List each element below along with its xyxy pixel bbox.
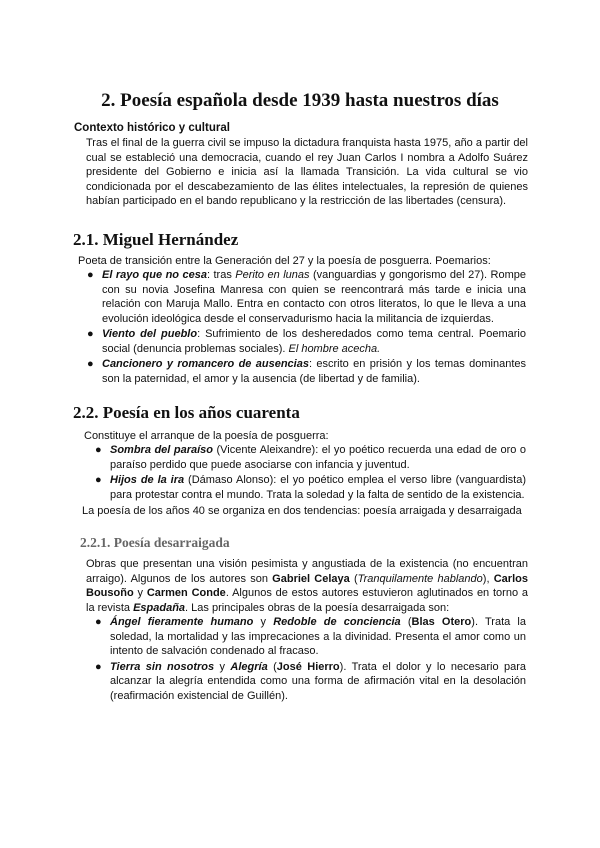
text: ( (400, 616, 412, 628)
text: Obras que presentan una visión pesimista y angustiada de la existencia (no encuentran arraigo). Algunos de los autores son (86, 558, 528, 585)
work-title: Cancionero y romancero de ausencias (102, 358, 309, 370)
work-title: El hombre acecha. (288, 342, 381, 355)
text: y (253, 616, 274, 628)
item-text: : escrito en prisión y los temas dominantes son la paternidad, el amor y la ausencia (de libertad y de familia). (102, 358, 527, 385)
list-item: ● Cancionero y romancero de ausencias: escrito en prisión y los temas dominantes son la paternidad, el amor y la ausencia (de libertad y de familia). (87, 358, 527, 385)
context-paragraph: Tras el final de la guerra civil se impuso la dictadura franquista hasta 1975, año a partir del cual se estableció una democracia, cuando el rey Juan Carlos I nombra a Adolfo Suárez presidente del Gobierno e inicia así la llamada Transición. La vida cultural se vio condicionada por el descabezamiento de las élites intelectuales, la represión de quienes habían participado en el bando republicano y la restricción de las libertades (censura). (86, 137, 528, 207)
work-title: Hijos de la ira (110, 474, 185, 486)
section-2-1-heading: 2.1. Miguel Hernández (73, 230, 239, 249)
list-item: ● El rayo que no cesa: tras Perito en lunas (vanguardias y gongorismo del 27). Rompe con su novia Josefina Manresa con quien se reencontrará más tarde e inicia una relación con Maruja Mallo. Entra en contacto con otros literatos, lo que le lleva a una evolución ideológica desde el conservadurismo hacia la militancia de izquierdas. (87, 269, 526, 325)
section-2-2-heading: 2.2. Poesía en los años cuarenta (73, 403, 300, 422)
section-2-1-list (87, 268, 527, 387)
work-title: Alegría (230, 660, 268, 673)
section-2-1-intro: Poeta de transición entre la Generación del 27 y la poesía de posguerra. Poemarios: (78, 255, 491, 267)
section-2-2-1-paragraph (86, 557, 528, 615)
section-2-2-outro: La poesía de los años 40 se organiza en dos tendencias: poesía arraigada y desarraigada (82, 505, 522, 517)
work-title: Tranquilamente hablando (357, 572, 483, 585)
author-name: Blas Otero (411, 616, 472, 628)
list-item: ● Viento del pueblo: Sufrimiento de los desheredados como tema central. Poemario social (denuncia problemas sociales). El hombre acecha. (87, 328, 526, 355)
page-title: 2. Poesía española desde 1939 hasta nuestros días (101, 90, 499, 111)
text: y (214, 660, 231, 673)
item-text: ). Trata la soledad, la mortalidad y las imprecaciones a la divinidad. Presenta el amor como un intento de salvación condenado al fracaso. (110, 616, 526, 657)
work-title: Redoble de conciencia (273, 616, 401, 628)
text: . Las principales obras de la poesía desarraigada son: (185, 601, 450, 614)
item-text: (Dámaso Alonso): el yo poético emplea el verso libre (vanguardista) para protestar contra el mundo. Trata la soledad y la falta de sentido de la existencia. (110, 474, 526, 501)
section-2-2-list (95, 443, 526, 503)
list-item: ● Sombra del paraíso (Vicente Aleixandre): el yo poético recuerda una edad de oro o paraíso perdido que puede asociarse con infancia y juventud. (95, 444, 526, 471)
item-text: : tras (206, 269, 236, 281)
work-title: Sombra del paraíso (110, 444, 213, 456)
author-name: Carlos Bousoño (86, 572, 528, 599)
section-2-2-1-list (95, 615, 526, 704)
text: ( (349, 572, 358, 585)
work-title: Perito en lunas (235, 269, 310, 281)
list-item: ● Ángel fieramente humano y Redoble de conciencia (Blas Otero). Trata la soledad, la mortalidad y las imprecaciones a la divinidad. Presenta el amor como un intento de salvación condenado al fracaso. (95, 616, 526, 657)
work-title: Tierra sin nosotros (110, 660, 215, 673)
item-text: (vanguardias y gongorismo del 27). Rompe con su novia Josefina Manresa con quien se reencontrará más tarde e inicia una relación con Maruja Mallo. Entra en contacto con otros literatos, lo que le lleva a una evolución ideológica desde el conservadurismo hacia la militancia de izquierdas. (102, 269, 526, 325)
text: ), (482, 572, 494, 585)
item-text: ). Trata el dolor y lo necesario para alcanzar la alegría entendida como una forma de afirmación vital en la desolación (reafirmación existencial de Guillén). (110, 660, 526, 702)
text: y (133, 587, 147, 599)
item-text: (Vicente Aleixandre): el yo poético recuerda una edad de oro o paraíso perdido que puede asociarse con infancia y juventud. (110, 444, 526, 471)
text: . Algunos de estos autores estuvieron aglutinados en torno a la revista (86, 587, 528, 614)
list-item: ● Hijos de la ira (Dámaso Alonso): el yo poético emplea el verso libre (vanguardista) para protestar contra el mundo. Trata la soledad y la falta de sentido de la existencia. (95, 474, 526, 501)
work-title: Viento del pueblo (102, 328, 198, 340)
work-title: El rayo que no cesa (102, 269, 207, 281)
work-title: Ángel fieramente humano (110, 616, 254, 628)
author-name: Gabriel Celaya (272, 572, 350, 585)
magazine-title: Espadaña (133, 601, 186, 614)
item-text: : Sufrimiento de los desheredados como tema central. Poemario social (denuncia problemas sociales). (102, 328, 526, 355)
section-2-2-1-heading: 2.2.1. Poesía desarraigada (80, 535, 230, 550)
context-heading: Contexto histórico y cultural (74, 122, 230, 134)
text: ( (267, 660, 277, 673)
author-name: José Hierro (276, 660, 340, 673)
section-2-2-intro: Constituye el arranque de la poesía de posguerra: (84, 430, 329, 442)
author-name: Carmen Conde (146, 587, 226, 599)
list-item: ● Tierra sin nosotros y Alegría (José Hierro). Trata el dolor y lo necesario para alcanzar la alegría entendida como una forma de afirmación vital en la desolación (reafirmación existencial de Guillén). (95, 660, 526, 702)
